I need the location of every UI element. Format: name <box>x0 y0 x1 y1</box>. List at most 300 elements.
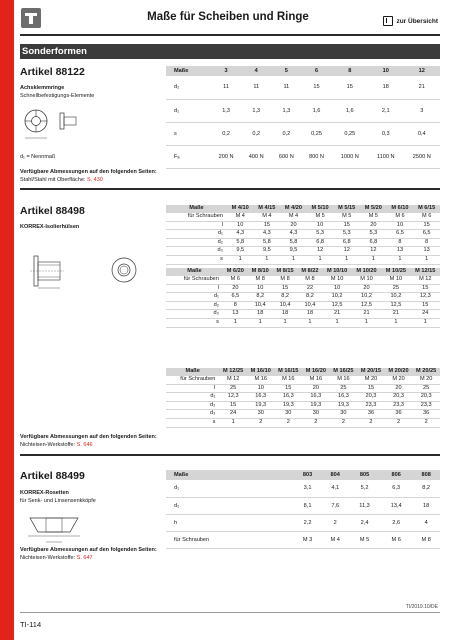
table-cell: 18 <box>248 310 273 319</box>
table-cell: M 10 <box>322 276 351 284</box>
table-cell: 1 <box>307 255 334 264</box>
table-cell: 2,2 <box>294 514 322 531</box>
table-cell: 1 <box>254 255 281 264</box>
table-header-cell: M 10/20 <box>352 268 381 276</box>
article-88122-subtitle <box>20 84 94 100</box>
table-cell: 13 <box>223 310 248 319</box>
table-header-cell: M 4/15 <box>254 205 281 213</box>
availability-text: Nichteisen-Werkstoffe: <box>20 555 77 561</box>
table-header-cell: M 5/15 <box>333 205 360 213</box>
table-cell: 12 <box>333 247 360 256</box>
row-label: d₂ <box>166 238 227 247</box>
table-cell: 25 <box>381 284 410 293</box>
table-cell: 5,8 <box>280 238 307 247</box>
table-cell: M 6 <box>387 213 414 221</box>
table-cell: 6,5 <box>413 230 440 239</box>
article-88498-table-2 <box>166 268 440 328</box>
table-cell: 1,3 <box>211 99 241 122</box>
table-cell: 2 <box>302 418 330 427</box>
table-cell: 1 <box>273 318 298 327</box>
row-label: h <box>166 514 294 531</box>
table-cell: 16,3 <box>247 393 275 402</box>
table-cell: 9,5 <box>280 247 307 256</box>
table-header-cell: 5 <box>271 66 301 76</box>
table-header-cell: M 8/10 <box>248 268 273 276</box>
table-cell: 12,3 <box>411 293 440 302</box>
table-row <box>166 393 440 402</box>
table-cell: 0,2 <box>241 122 271 145</box>
row-label: d₁ <box>166 230 227 239</box>
table-cell: M 4 <box>254 213 281 221</box>
table-cell: 11,3 <box>349 497 380 514</box>
table-cell: 30 <box>330 410 358 419</box>
table-header-cell: M 6/10 <box>387 205 414 213</box>
table-row <box>166 213 440 221</box>
table-cell: 18 <box>273 310 298 319</box>
table-cell: 20,3 <box>385 393 413 402</box>
table-cell: 0,25 <box>332 122 368 145</box>
table-cell: 1 <box>360 255 387 264</box>
row-label: l <box>166 384 219 393</box>
overview-label: zur Übersicht <box>396 17 438 25</box>
table-row <box>166 418 440 427</box>
table-cell: 11 <box>241 76 271 99</box>
table-header-cell: Maße <box>166 205 227 213</box>
article-88498-title: Artikel 88498 <box>20 205 85 217</box>
table-cell: 19,3 <box>330 401 358 410</box>
table-cell: 20 <box>352 284 381 293</box>
table-cell: 10 <box>387 221 414 230</box>
table-cell: 12,5 <box>352 301 381 310</box>
table-cell: 5,3 <box>333 230 360 239</box>
section-divider <box>20 454 440 456</box>
availability-label: Verfügbare Abmessungen auf den folgenden Seiten: <box>20 547 157 553</box>
availability-text: Nichteisen-Werkstoffe: <box>20 442 77 448</box>
table-cell: M 8 <box>273 276 298 284</box>
row-label: für Schrauben <box>166 213 227 221</box>
table-row <box>166 255 440 264</box>
table-cell: 2 <box>321 514 349 531</box>
table-cell: 1000 N <box>332 145 368 168</box>
table-cell: 10 <box>248 284 273 293</box>
table-cell: M 8 <box>298 276 323 284</box>
table-cell: M 5 <box>333 213 360 221</box>
row-label: l <box>166 284 223 293</box>
table-cell: 5,8 <box>227 238 254 247</box>
row-label: d₂ <box>166 301 223 310</box>
table-header-cell: M 5/20 <box>360 205 387 213</box>
row-label: d₁ <box>166 293 223 302</box>
table-cell: 21 <box>322 310 351 319</box>
table-cell: 23,3 <box>385 401 413 410</box>
table-cell: 12,5 <box>381 301 410 310</box>
table-cell: 13 <box>387 247 414 256</box>
table-cell: 1,3 <box>271 99 301 122</box>
table-cell: M 16 <box>247 376 275 384</box>
article-88498-name: KORREX-Isolierhülsen <box>20 224 80 230</box>
table-cell: M 12 <box>411 276 440 284</box>
article-88122-note: d₁ = Nennmaß <box>20 154 56 160</box>
row-label: d₂ <box>166 401 219 410</box>
article-88498-subtitle <box>20 223 79 231</box>
table-row <box>166 247 440 256</box>
table-cell: M 3 <box>294 531 322 548</box>
side-accent-bar <box>0 0 14 640</box>
clamp-ring-drawing <box>22 102 84 150</box>
table-cell: 24 <box>219 410 247 419</box>
table-header-cell: M 16/15 <box>275 368 303 376</box>
table-header-cell: 12 <box>404 66 440 76</box>
table-cell: 36 <box>357 410 385 419</box>
table-row <box>166 497 440 514</box>
article-88499-availability <box>20 546 157 562</box>
table-cell: 1 <box>387 255 414 264</box>
table-cell: 25 <box>412 384 440 393</box>
table-cell: 1 <box>219 418 247 427</box>
table-cell: 5,3 <box>307 230 334 239</box>
article-88122-description: Schnellbefestigungs-Elemente <box>20 93 95 99</box>
table-cell: 15 <box>219 401 247 410</box>
table-cell: 15 <box>273 284 298 293</box>
table-cell: 0,2 <box>271 122 301 145</box>
table-cell: 11 <box>211 76 241 99</box>
table-cell: 23,3 <box>357 401 385 410</box>
table-cell: 3,1 <box>294 480 322 497</box>
table-cell: 200 N <box>211 145 241 168</box>
table-cell: M 20 <box>357 376 385 384</box>
article-88499-name: KORREX-Rosetten <box>20 490 69 496</box>
table-header-cell: 4 <box>241 66 271 76</box>
table-cell: 19,3 <box>247 401 275 410</box>
article-88498-availability <box>20 433 157 449</box>
row-label: s <box>166 122 211 145</box>
table-cell: 23,3 <box>412 401 440 410</box>
table-row <box>166 480 440 497</box>
table-cell: 16,3 <box>275 393 303 402</box>
table-cell: M 8 <box>412 531 440 548</box>
table-cell: 2 <box>412 418 440 427</box>
article-88122-name: Achsklemmringe <box>20 85 65 91</box>
availability-page-link[interactable]: S. 430 <box>86 177 103 183</box>
table-cell: 6,5 <box>387 230 414 239</box>
page-title: Maße für Scheiben und Ringe <box>147 11 309 23</box>
table-cell: 8,2 <box>273 293 298 302</box>
table-header-cell: M 12/15 <box>411 268 440 276</box>
table-cell: 3 <box>404 99 440 122</box>
table-cell: 8 <box>223 301 248 310</box>
table-cell: 0,25 <box>301 122 331 145</box>
page-number: TI-114 <box>20 620 42 629</box>
table-cell: 15 <box>411 284 440 293</box>
table-header-cell: M 5/10 <box>307 205 334 213</box>
table-cell: 10,2 <box>352 293 381 302</box>
table-cell: 20 <box>302 384 330 393</box>
table-cell: 0,3 <box>368 122 404 145</box>
side-accent-bar-bottom <box>0 596 14 640</box>
table-cell: M 4 <box>227 213 254 221</box>
table-cell: 10,4 <box>298 301 323 310</box>
row-label: s <box>166 255 227 264</box>
table-header-cell: 808 <box>412 470 440 480</box>
table-cell: 15 <box>254 221 281 230</box>
table-cell: 15 <box>301 76 331 99</box>
table-header-cell: M 16/25 <box>330 368 358 376</box>
table-row <box>166 318 440 327</box>
table-cell: 10 <box>227 221 254 230</box>
table-cell: 2500 N <box>404 145 440 168</box>
table-cell: 9,5 <box>254 247 281 256</box>
table-header-cell: 10 <box>368 66 404 76</box>
table-cell: 30 <box>247 410 275 419</box>
table-header-cell: M 8/15 <box>273 268 298 276</box>
table-cell: 12,3 <box>219 393 247 402</box>
availability-label: Verfügbare Abmessungen auf den folgenden Seiten: <box>20 169 157 175</box>
table-cell: 400 N <box>241 145 271 168</box>
table-header-cell: M 10/25 <box>381 268 410 276</box>
table-row <box>166 276 440 284</box>
table-cell: 13 <box>413 247 440 256</box>
table-cell: 1 <box>223 318 248 327</box>
table-cell: 4,3 <box>280 230 307 239</box>
table-cell: 30 <box>302 410 330 419</box>
article-88122-table <box>166 66 440 169</box>
table-cell: 8,2 <box>412 480 440 497</box>
table-header-cell: Maße <box>166 268 223 276</box>
table-cell: 1 <box>411 318 440 327</box>
table-cell: M 16 <box>330 376 358 384</box>
table-cell: 2,1 <box>368 99 404 122</box>
table-header-cell: M 6/15 <box>413 205 440 213</box>
table-cell: 5,2 <box>349 480 380 497</box>
table-header-cell: M 20/20 <box>385 368 413 376</box>
table-cell: 20 <box>360 221 387 230</box>
table-cell: M 5 <box>349 531 380 548</box>
row-label: d₁ <box>166 393 219 402</box>
table-cell: 19,3 <box>275 401 303 410</box>
table-row <box>166 230 440 239</box>
table-cell: M 10 <box>381 276 410 284</box>
table-cell: 0,4 <box>404 122 440 145</box>
table-cell: 5,3 <box>360 230 387 239</box>
table-cell: M 16 <box>302 376 330 384</box>
table-cell: 15 <box>357 384 385 393</box>
row-label: für Schrauben <box>166 531 294 548</box>
table-cell: M 8 <box>248 276 273 284</box>
table-cell: 20,3 <box>357 393 385 402</box>
table-cell: 11 <box>271 76 301 99</box>
table-cell: 1,6 <box>301 99 331 122</box>
table-row <box>166 310 440 319</box>
table-cell: 20 <box>280 221 307 230</box>
table-row <box>166 238 440 247</box>
table-cell: 22 <box>298 284 323 293</box>
table-cell: 1 <box>248 318 273 327</box>
table-cell: 1 <box>352 318 381 327</box>
table-cell: 8 <box>387 238 414 247</box>
header-rule <box>20 34 440 36</box>
table-cell: 36 <box>412 410 440 419</box>
article-88499-table <box>166 470 440 549</box>
article-88498-table-3 <box>166 368 440 428</box>
brand-logo-icon <box>21 8 41 28</box>
table-cell: 6,8 <box>333 238 360 247</box>
table-cell: 10,2 <box>381 293 410 302</box>
article-88499-description: für Senk- und Linsensenkköpfe <box>20 498 96 504</box>
table-cell: M 6 <box>223 276 248 284</box>
table-cell: 18 <box>412 497 440 514</box>
table-header-cell: M 20/15 <box>357 368 385 376</box>
section-title: Sonderformen <box>20 44 440 59</box>
table-cell: 2,6 <box>380 514 412 531</box>
table-cell: 21 <box>404 76 440 99</box>
table-header-cell: M 10/10 <box>322 268 351 276</box>
row-label: d₁ <box>166 99 211 122</box>
article-88499-title: Artikel 88499 <box>20 470 85 482</box>
table-cell: 20 <box>385 384 413 393</box>
table-cell: M 12 <box>219 376 247 384</box>
table-cell: 18 <box>298 310 323 319</box>
table-cell: 19,3 <box>302 401 330 410</box>
table-cell: 600 N <box>271 145 301 168</box>
table-cell: 18 <box>368 76 404 99</box>
table-cell: 10,2 <box>322 293 351 302</box>
row-label: d₃ <box>166 247 227 256</box>
row-label: s <box>166 318 223 327</box>
table-cell: 21 <box>381 310 410 319</box>
table-cell: 8,1 <box>294 497 322 514</box>
table-row <box>166 99 440 122</box>
table-row <box>166 531 440 548</box>
table-header-cell: M 6/20 <box>223 268 248 276</box>
table-cell: 1 <box>298 318 323 327</box>
availability-page-link[interactable]: S. 647 <box>76 555 93 561</box>
table-cell: 36 <box>385 410 413 419</box>
table-cell: 30 <box>275 410 303 419</box>
table-cell: M 5 <box>307 213 334 221</box>
table-cell: 15 <box>413 221 440 230</box>
table-cell: M 6 <box>380 531 412 548</box>
table-cell: 6,5 <box>223 293 248 302</box>
table-cell: 1,3 <box>241 99 271 122</box>
table-cell: 12 <box>360 247 387 256</box>
table-row <box>166 384 440 393</box>
document-code: TI/2019.10/DE <box>405 604 438 610</box>
table-header-cell: 806 <box>380 470 412 480</box>
table-cell: 800 N <box>301 145 331 168</box>
availability-page-link[interactable]: S. 646 <box>76 442 93 448</box>
table-cell: 10,4 <box>273 301 298 310</box>
table-cell: 8,2 <box>248 293 273 302</box>
table-cell: 2 <box>357 418 385 427</box>
table-cell: 7,6 <box>321 497 349 514</box>
row-label: d₁ <box>166 480 294 497</box>
table-cell: 6,8 <box>307 238 334 247</box>
table-cell: 25 <box>330 384 358 393</box>
table-header-cell: M 16/20 <box>302 368 330 376</box>
table-cell: 10 <box>247 384 275 393</box>
footer-rule <box>20 612 440 613</box>
row-label: d₂ <box>166 76 211 99</box>
table-cell: 13,4 <box>380 497 412 514</box>
table-row <box>166 145 440 168</box>
table-cell: 6,3 <box>380 480 412 497</box>
table-cell: 8 <box>413 238 440 247</box>
table-cell: 20 <box>223 284 248 293</box>
table-cell: 12,5 <box>322 301 351 310</box>
table-header-cell: M 8/22 <box>298 268 323 276</box>
table-header-cell: 805 <box>349 470 380 480</box>
table-header-cell: M 20/25 <box>412 368 440 376</box>
table-cell: 1 <box>280 255 307 264</box>
table-cell: 1,6 <box>332 99 368 122</box>
table-cell: 10,4 <box>248 301 273 310</box>
table-cell: 10 <box>307 221 334 230</box>
row-label: s <box>166 418 219 427</box>
table-row <box>166 76 440 99</box>
table-cell: 4 <box>412 514 440 531</box>
row-label: l <box>166 221 227 230</box>
table-cell: 21 <box>352 310 381 319</box>
table-cell: 1 <box>227 255 254 264</box>
table-row <box>166 293 440 302</box>
table-cell: 20,3 <box>412 393 440 402</box>
table-header-cell: Maße <box>166 66 211 76</box>
table-cell: M 20 <box>412 376 440 384</box>
row-label: d₂ <box>166 497 294 514</box>
table-header-cell: M 4/20 <box>280 205 307 213</box>
table-cell: 10 <box>322 284 351 293</box>
table-cell: 0,2 <box>211 122 241 145</box>
table-header-cell: M 4/10 <box>227 205 254 213</box>
table-cell: 5,8 <box>254 238 281 247</box>
table-header-cell: 8 <box>332 66 368 76</box>
table-header-cell: M 16/10 <box>247 368 275 376</box>
table-cell: 16,3 <box>302 393 330 402</box>
table-cell: 2 <box>385 418 413 427</box>
table-cell: 4,3 <box>227 230 254 239</box>
table-cell: M 16 <box>275 376 303 384</box>
row-label: d₃ <box>166 310 223 319</box>
insulating-sleeve-drawing <box>24 250 144 294</box>
overview-icon <box>383 16 393 26</box>
row-label: Fₐ <box>166 145 211 168</box>
table-cell: 1 <box>413 255 440 264</box>
table-cell: 15 <box>275 384 303 393</box>
article-88122-title: Artikel 88122 <box>20 66 85 78</box>
table-cell: 1 <box>381 318 410 327</box>
table-cell: 9,5 <box>227 247 254 256</box>
overview-link[interactable] <box>383 16 438 26</box>
table-row <box>166 376 440 384</box>
table-cell: M 4 <box>321 531 349 548</box>
article-88499-subtitle <box>20 489 96 505</box>
table-cell: 4,3 <box>254 230 281 239</box>
availability-label: Verfügbare Abmessungen auf den folgenden Seiten: <box>20 434 157 440</box>
table-cell: 15 <box>332 76 368 99</box>
table-cell: M 4 <box>280 213 307 221</box>
table-cell: 12 <box>307 247 334 256</box>
article-88498-table-1 <box>166 205 440 265</box>
table-row <box>166 301 440 310</box>
table-header-cell: 6 <box>301 66 331 76</box>
rosette-drawing <box>24 510 84 548</box>
table-header-cell: 804 <box>321 470 349 480</box>
table-row <box>166 514 440 531</box>
table-cell: M 6 <box>413 213 440 221</box>
table-header-cell: 3 <box>211 66 241 76</box>
table-cell: 15 <box>333 221 360 230</box>
table-cell: 25 <box>219 384 247 393</box>
